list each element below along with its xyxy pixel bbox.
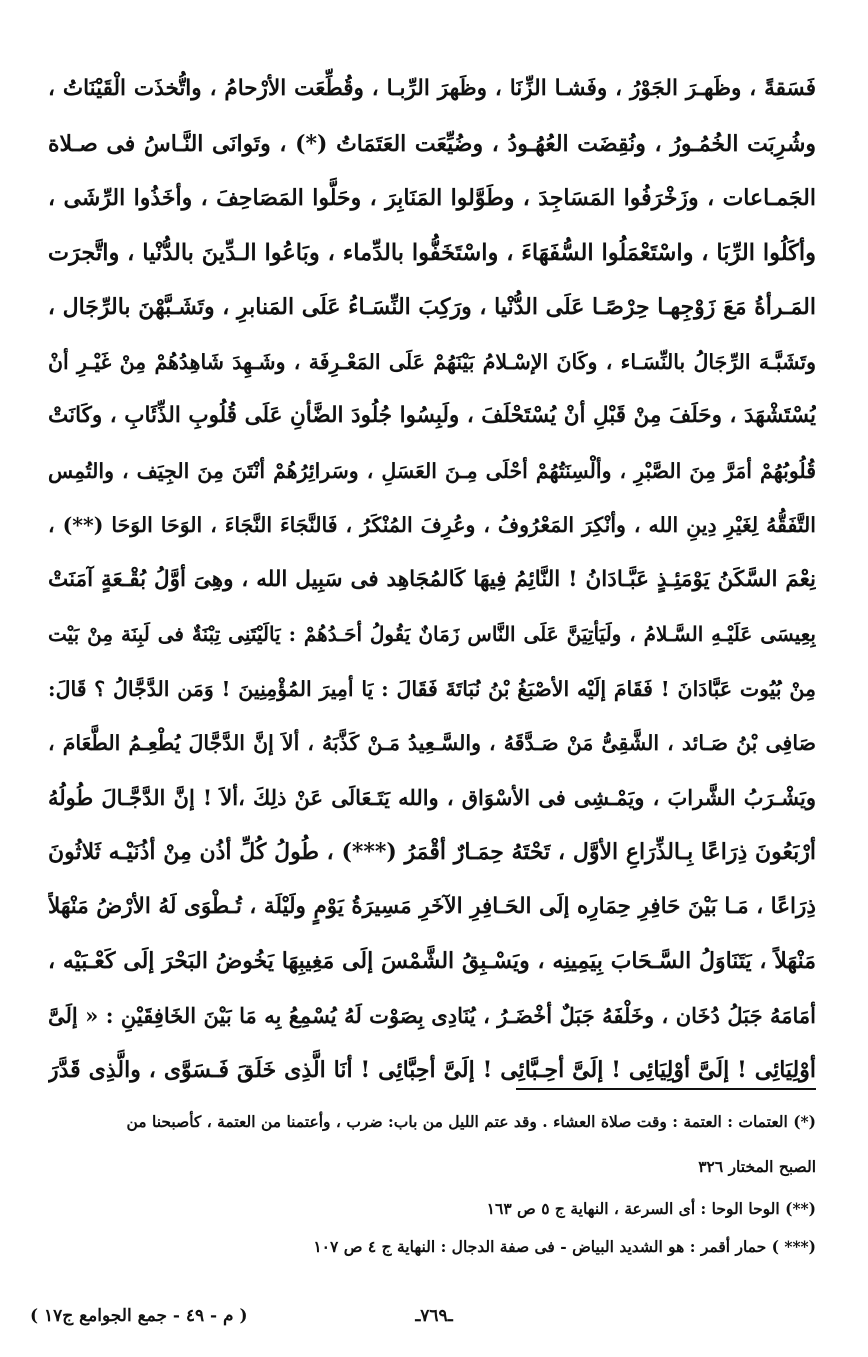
text-line: قُلُوبُهُمْ أمَرَّ مِنَ الصَّبْرِ ، وألْسِنَتُهُمْ أحْلَى مِـنَ العَسَلِ ، وسَرائِرُهُمْ أنْتَنَ مِنَ الجِيَف ، والتُمِس	[48, 458, 816, 483]
text-line: صَافِى بْنُ صَـائد ، الشَّقِىُّ مَنْ صَـدَّقَهُ ، والسَّـعِيدُ مَـنْ كَذَّبَهُ ، ألاَ إنَّ الدَّجَّالَ يُطْعِـمُ الطَّعَامَ ،	[48, 731, 816, 755]
text-line: أوْلِيَائِى ! إلَىَّ أوْلِيَائِى ! إلَىَّ أحِـبَّائِى ! إلَىَّ أحِبَّائِى ! أنَا الَّذِى خَلَقَ فَـسَوَّى ، والَّذِى قَدَّرَ	[48, 1057, 816, 1083]
footnote-2: (**) الوحا الوحا : أى السرعة ، النهاية ج ٥ ص ١٦٣	[486, 1199, 816, 1218]
main-text-body	[48, 62, 816, 1098]
text-line: وشُرِبَت الخُمُـورُ ، ونُقِضَت العُهُـودُ ، وضُيِّعَت العَتَمَاتُ (*) ، وتَوانَى النَّـاسُ فى صـلاة	[48, 130, 816, 157]
text-line: أمَامَهُ جَبَلُ دُخَان ، وخَلْفَهُ جَبَلٌ أخْضَـرُ ، يُنَادِى بِصَوْت لَهُ يُسْمِعُ بِه مَا بَيْنَ الخَافِقَيْنِ : « إلَىَّ	[48, 1002, 816, 1028]
text-line: أرْبَعُونَ ذِرَاعًا بِـالذِّرَاعِ الأوَّل ، تَحْتَهُ حِمَـارٌ أقْمَرُ (***) ، طُولُ كُلِّ أذُن مِنْ أذُنَيْـه ثَلاثُونَ	[48, 839, 816, 865]
text-line: ويَشْـرَبُ الشَّرابَ ، ويَمْـشِى فى الأسْوَاق ، والله يَتَـعَالَى عَنْ ذلِكَ ،ألاَ ! إنَّ الدَّجَّـالَ طُولُهُ	[48, 784, 816, 810]
text-line: وأكَلُوا الرِّبَا ، واسْتَعْمَلُوا السُّفَهَاءَ ، واسْتَخَفُّوا بالدِّماء ، وبَاعُوا الـدِّينَ بالدُّنْيا ، واتَّجرَت	[48, 239, 816, 266]
volume-reference: ( م - ٤٩ - جمع الجوامع ج١٧ )	[30, 1306, 248, 1326]
footnote-1-continuation: الصبح المختار ٣٢٦	[698, 1157, 816, 1176]
text-line: مِنْ بُيُوت عَبَّادَانَ ! فَقَامَ إلَيْه الأصْبَغُ بْنُ نُبَاتَةَ فَقَالَ : يَا أمِيرَ المُؤْمِنِينَ ! وَمَن الدَّجَّالُ ؟ قَالَ:	[48, 676, 816, 701]
text-line: ذِرَاعًا ، مَـا بَيْنَ حَافِرِ حِمَارِه إلَى الحَـافِرِ الآخَرِ مَسِيرَةُ يَوْمٍ ولَيْلَة ، تُـطْوَى لَهُ الأرْضُ مَنْهَلاً	[48, 893, 816, 919]
footnote-separator	[516, 1088, 816, 1090]
footnote-1: (*) العتمات : العتمة : وقت صلاة العشاء . وقد عتم الليل من باب: ضرب ، وأعتمنا من العتمة ، كأصبحنا من	[126, 1112, 816, 1131]
text-line: التَّفَقُّهُ لِغَيْرِ دِينِ الله ، وأنْكِرَ المَعْرُوفُ ، وعُرِفَ المُنْكَرُ ، فَالنَّجَاءَ النَّجَاءَ ، الوَحَا الوَحَا (**) ،	[48, 513, 816, 537]
footnote-3: (*** ) حمار أقمر : هو الشديد البياض - فى صفة الدجال : النهاية ج ٤ ص ١٠٧	[313, 1237, 816, 1256]
text-line: الجَمـاعات ، وزَخْرَفُوا المَسَاجِدَ ، وطَوَّلوا المَنَابِرَ ، وحَلَّوا المَصَاحِفَ ، وأخَذُوا الرِّشَى ،	[48, 185, 816, 211]
text-line: يُسْتَشْهَدَ ، وحَلَفَ مِنْ قَبْلِ أنْ يُسْتَحْلَفَ ، ولَبِسُوا جُلُودَ الضَّأنِ عَلَى قُلُوبِ الذِّئَابِ ، وكَانَتْ	[48, 403, 816, 428]
text-line: المَـرأةُ مَعَ زَوْجِهـا حِرْصًـا عَلَى الدُّنْيا ، ورَكِبَ النِّسَـاءُ عَلَى المَنابرِ ، وتَشَـبَّهْنَ بالرِّجَال ،	[48, 294, 816, 320]
text-line: فَسَقةً ، وظَهـرَ الجَوْرُ ، وفَشـا الزِّنَا ، وظَهرَ الرِّبـا ، وقُطِّعَت الأرْحامُ ، واتُّخذَت الْقَيْنَاتُ ،	[48, 76, 816, 101]
text-line: مَنْهَلاً ، يَتَنَاوَلُ السَّـحَابَ بِيَمِينِه ، ويَسْـبِقُ الشَّمْسَ إلَى مَغِيبِهَا يَخُوضُ البَحْرَ إلَى كَعْـبَيْه ،	[48, 948, 816, 974]
page-number: ـ٧٦٩ـ	[415, 1306, 453, 1326]
text-line: نِعْمَ السَّكَنُ يَوْمَئِـذٍ عَبَّـادَانُ ! النَّائِمُ فِيهَا كَالمُجَاهِد فى سَبِيل الله ، وهِىَ أوَّلُ بُقْـعَةٍ آمَنَتْ	[48, 566, 816, 592]
text-line: بِعِيسَى عَلَيْـهِ السَّـلامُ ، ولَيَأتِيَنَّ عَلَى النَّاس زَمَانٌ يَقُولُ أحَـدُهُمْ : يَالَيْتَنِى تِبْنَةٌ فى لَبِنَة مِنْ بَيْت	[48, 622, 816, 646]
text-line: وتَشَبَّـهَ الرِّجَالُ بالنِّسَـاء ، وكَانَ الإسْـلامُ بَيْنَهُمْ عَلَى المَعْـرِفَة ، وشَـهِدَ شَاهِدُهُمْ مِنْ غَيْـرِ أنْ	[48, 349, 816, 374]
footnotes-section	[48, 1103, 816, 1269]
